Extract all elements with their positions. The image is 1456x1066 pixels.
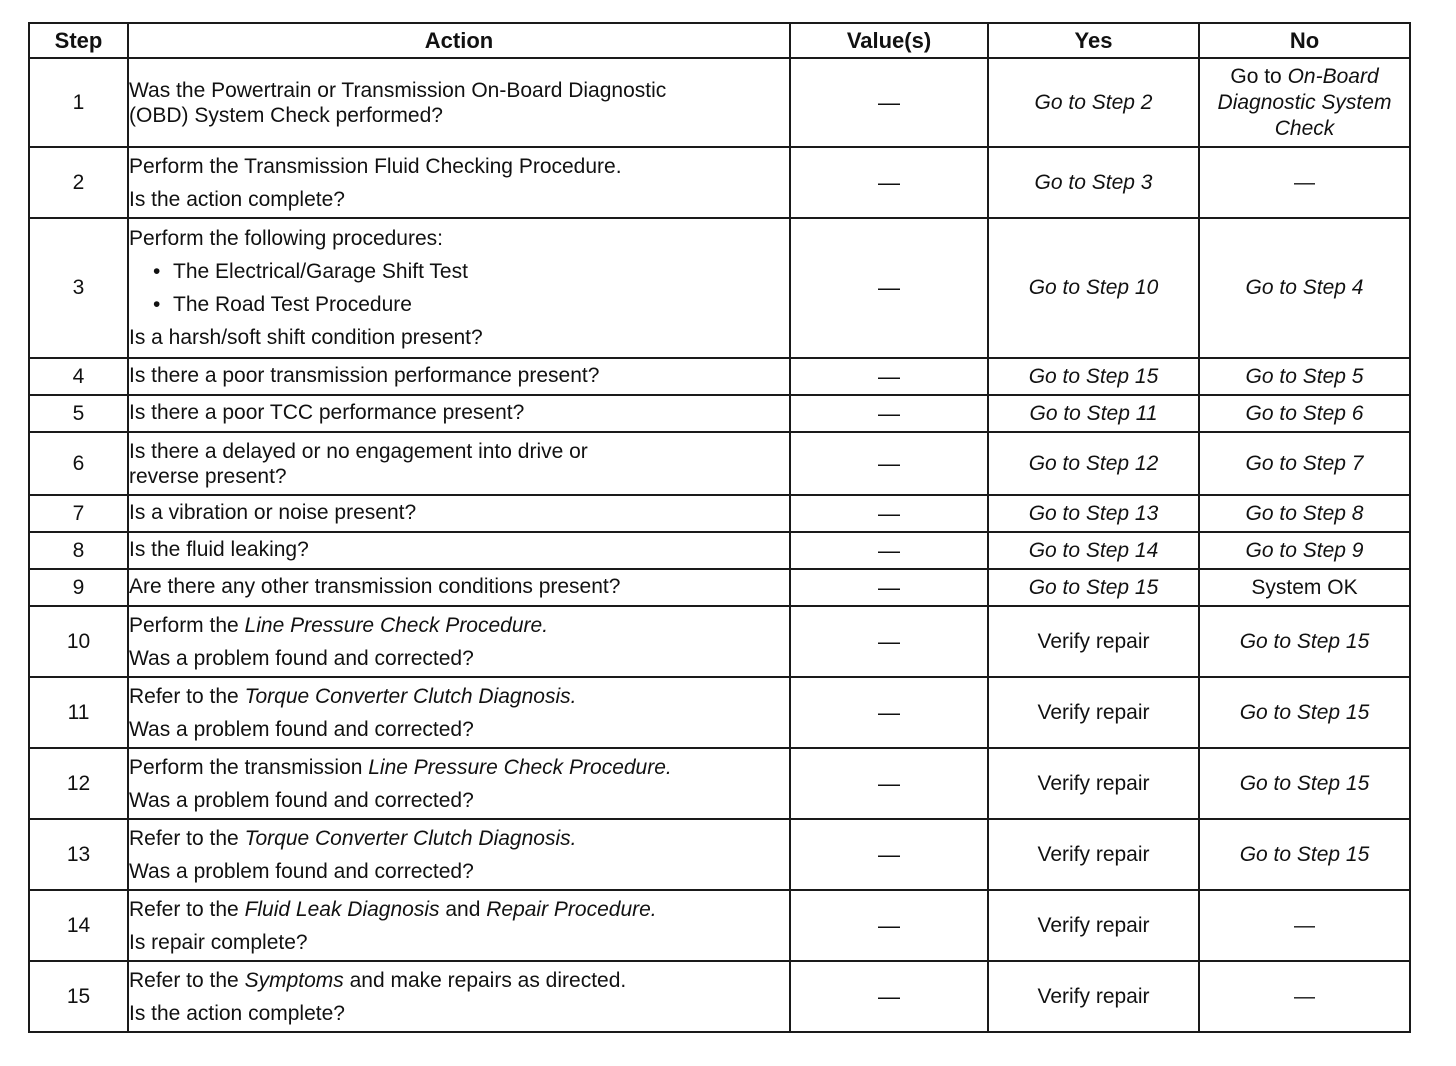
action-text-plain: Refer to the <box>129 897 245 921</box>
action-text: Are there any other transmission conditions present? <box>128 569 790 606</box>
yes-action: Verify repair <box>988 677 1199 748</box>
action-cell <box>128 58 790 147</box>
no-action-prefix: Go to <box>1230 65 1288 88</box>
value-cell: — <box>790 961 988 1032</box>
header-action: Action <box>128 23 790 58</box>
step-number: 1 <box>29 58 128 147</box>
action-text <box>129 684 789 709</box>
action-cell <box>128 218 790 358</box>
action-text <box>129 897 789 922</box>
step-number: 9 <box>29 569 128 606</box>
header-step: Step <box>29 23 128 58</box>
action-text: Is repair complete? <box>129 930 308 954</box>
table-row <box>29 961 1410 1032</box>
no-action: Go to Step 15 <box>1199 748 1410 819</box>
action-cell <box>128 147 790 218</box>
yes-action: Go to Step 15 <box>988 358 1199 395</box>
action-text-plain: and <box>439 897 487 921</box>
value-cell: — <box>790 890 988 961</box>
value-cell: — <box>790 358 988 395</box>
procedure-link: Torque Converter Clutch Diagnosis. <box>244 684 577 708</box>
table-row <box>29 432 1410 495</box>
table-row <box>29 147 1410 218</box>
value-cell: — <box>790 395 988 432</box>
action-text-plain: Refer to the <box>129 968 245 992</box>
no-action: Go to Step 4 <box>1199 218 1410 358</box>
no-action: — <box>1199 890 1410 961</box>
no-action: Go to Step 5 <box>1199 358 1410 395</box>
action-cell <box>128 606 790 677</box>
step-number: 5 <box>29 395 128 432</box>
value-cell: — <box>790 432 988 495</box>
action-text <box>129 755 789 780</box>
step-number: 3 <box>29 218 128 358</box>
value-cell: — <box>790 819 988 890</box>
procedure-link: Torque Converter Clutch Diagnosis. <box>244 826 577 850</box>
step-number: 2 <box>29 147 128 218</box>
action-cell <box>128 677 790 748</box>
step-number: 8 <box>29 532 128 569</box>
action-cell <box>128 819 790 890</box>
action-text: Is the action complete? <box>129 187 345 211</box>
action-cell <box>128 890 790 961</box>
action-text: Was a problem found and corrected? <box>129 717 474 741</box>
step-number: 4 <box>29 358 128 395</box>
yes-action: Go to Step 13 <box>988 495 1199 532</box>
table-row <box>29 218 1410 358</box>
action-text-plain: Perform the transmission <box>129 755 369 779</box>
yes-action: Verify repair <box>988 890 1199 961</box>
step-number: 6 <box>29 432 128 495</box>
header-yes: Yes <box>988 23 1199 58</box>
no-action: Go to Step 8 <box>1199 495 1410 532</box>
table-row <box>29 569 1410 606</box>
action-text-plain: Refer to the <box>129 826 245 850</box>
action-text: Was a problem found and corrected? <box>129 788 474 812</box>
bullet-item: • The Electrical/Garage Shift Test <box>129 259 789 284</box>
no-action: — <box>1199 147 1410 218</box>
no-action: Go to Step 15 <box>1199 677 1410 748</box>
action-text: Perform the Transmission Fluid Checking Procedure. <box>129 154 622 178</box>
diagnostic-table <box>28 22 1411 1033</box>
yes-action: Go to Step 3 <box>988 147 1199 218</box>
action-text-plain: Refer to the <box>129 684 245 708</box>
action-text <box>129 968 789 993</box>
no-action: Go to Step 15 <box>1199 819 1410 890</box>
value-cell: — <box>790 147 988 218</box>
action-text <box>129 613 789 638</box>
table-row <box>29 58 1410 147</box>
step-number: 7 <box>29 495 128 532</box>
yes-action: Verify repair <box>988 961 1199 1032</box>
action-text: Was a problem found and corrected? <box>129 646 474 670</box>
no-action <box>1199 58 1410 147</box>
table-row <box>29 677 1410 748</box>
action-text: Was the Powertrain or Transmission On-Board Diagnostic <box>129 78 667 102</box>
table-row <box>29 395 1410 432</box>
bullet-item: • The Road Test Procedure <box>129 292 789 317</box>
table-row <box>29 358 1410 395</box>
no-action: System OK <box>1199 569 1410 606</box>
yes-action: Go to Step 12 <box>988 432 1199 495</box>
procedure-link: Fluid Leak Diagnosis <box>244 897 440 921</box>
action-text-plain: and make repairs as directed. <box>343 968 627 992</box>
action-text-plain: Perform the <box>129 613 245 637</box>
header-values: Value(s) <box>790 23 988 58</box>
action-cell <box>128 432 790 495</box>
header-no: No <box>1199 23 1410 58</box>
yes-action: Go to Step 15 <box>988 569 1199 606</box>
header-row <box>29 23 1410 58</box>
action-text: Is there a poor transmission performance present? <box>128 358 790 395</box>
value-cell: — <box>790 532 988 569</box>
table-row <box>29 890 1410 961</box>
action-cell <box>128 748 790 819</box>
step-number: 10 <box>29 606 128 677</box>
action-cell <box>128 961 790 1032</box>
table-row <box>29 748 1410 819</box>
value-cell: — <box>790 748 988 819</box>
step-number: 12 <box>29 748 128 819</box>
procedure-link: Symptoms <box>244 968 344 992</box>
action-text: Is there a poor TCC performance present? <box>128 395 790 432</box>
yes-action: Go to Step 2 <box>988 58 1199 147</box>
step-number: 14 <box>29 890 128 961</box>
value-cell: — <box>790 606 988 677</box>
procedure-link: Repair Procedure. <box>486 897 657 921</box>
action-text <box>129 826 789 851</box>
action-text: reverse present? <box>129 464 287 488</box>
action-text: Is there a delayed or no engagement into drive or <box>129 439 588 463</box>
step-number: 15 <box>29 961 128 1032</box>
action-text: Is a vibration or noise present? <box>128 495 790 532</box>
yes-action: Go to Step 10 <box>988 218 1199 358</box>
value-cell: — <box>790 569 988 606</box>
table-row <box>29 532 1410 569</box>
no-action: Go to Step 7 <box>1199 432 1410 495</box>
action-text: Is the action complete? <box>129 1001 345 1025</box>
no-action-link: On-Board Diagnostic System Check <box>1217 65 1392 140</box>
action-text: Is the fluid leaking? <box>128 532 790 569</box>
action-text: Is a harsh/soft shift condition present? <box>129 326 483 349</box>
value-cell: — <box>790 58 988 147</box>
yes-action: Go to Step 11 <box>988 395 1199 432</box>
step-number: 13 <box>29 819 128 890</box>
no-action: Go to Step 9 <box>1199 532 1410 569</box>
no-action: Go to Step 6 <box>1199 395 1410 432</box>
action-text: (OBD) System Check performed? <box>129 103 443 127</box>
procedure-link: Line Pressure Check Procedure. <box>244 613 549 637</box>
value-cell: — <box>790 495 988 532</box>
action-text: Perform the following procedures: <box>129 227 443 250</box>
table-row <box>29 495 1410 532</box>
action-text: Was a problem found and corrected? <box>129 859 474 883</box>
yes-action: Verify repair <box>988 819 1199 890</box>
table-row <box>29 819 1410 890</box>
value-cell: — <box>790 677 988 748</box>
procedure-link: Line Pressure Check Procedure. <box>368 755 672 779</box>
no-action: Go to Step 15 <box>1199 606 1410 677</box>
yes-action: Go to Step 14 <box>988 532 1199 569</box>
value-cell: — <box>790 218 988 358</box>
yes-action: Verify repair <box>988 748 1199 819</box>
no-action: — <box>1199 961 1410 1032</box>
yes-action: Verify repair <box>988 606 1199 677</box>
step-number: 11 <box>29 677 128 748</box>
table-row <box>29 606 1410 677</box>
